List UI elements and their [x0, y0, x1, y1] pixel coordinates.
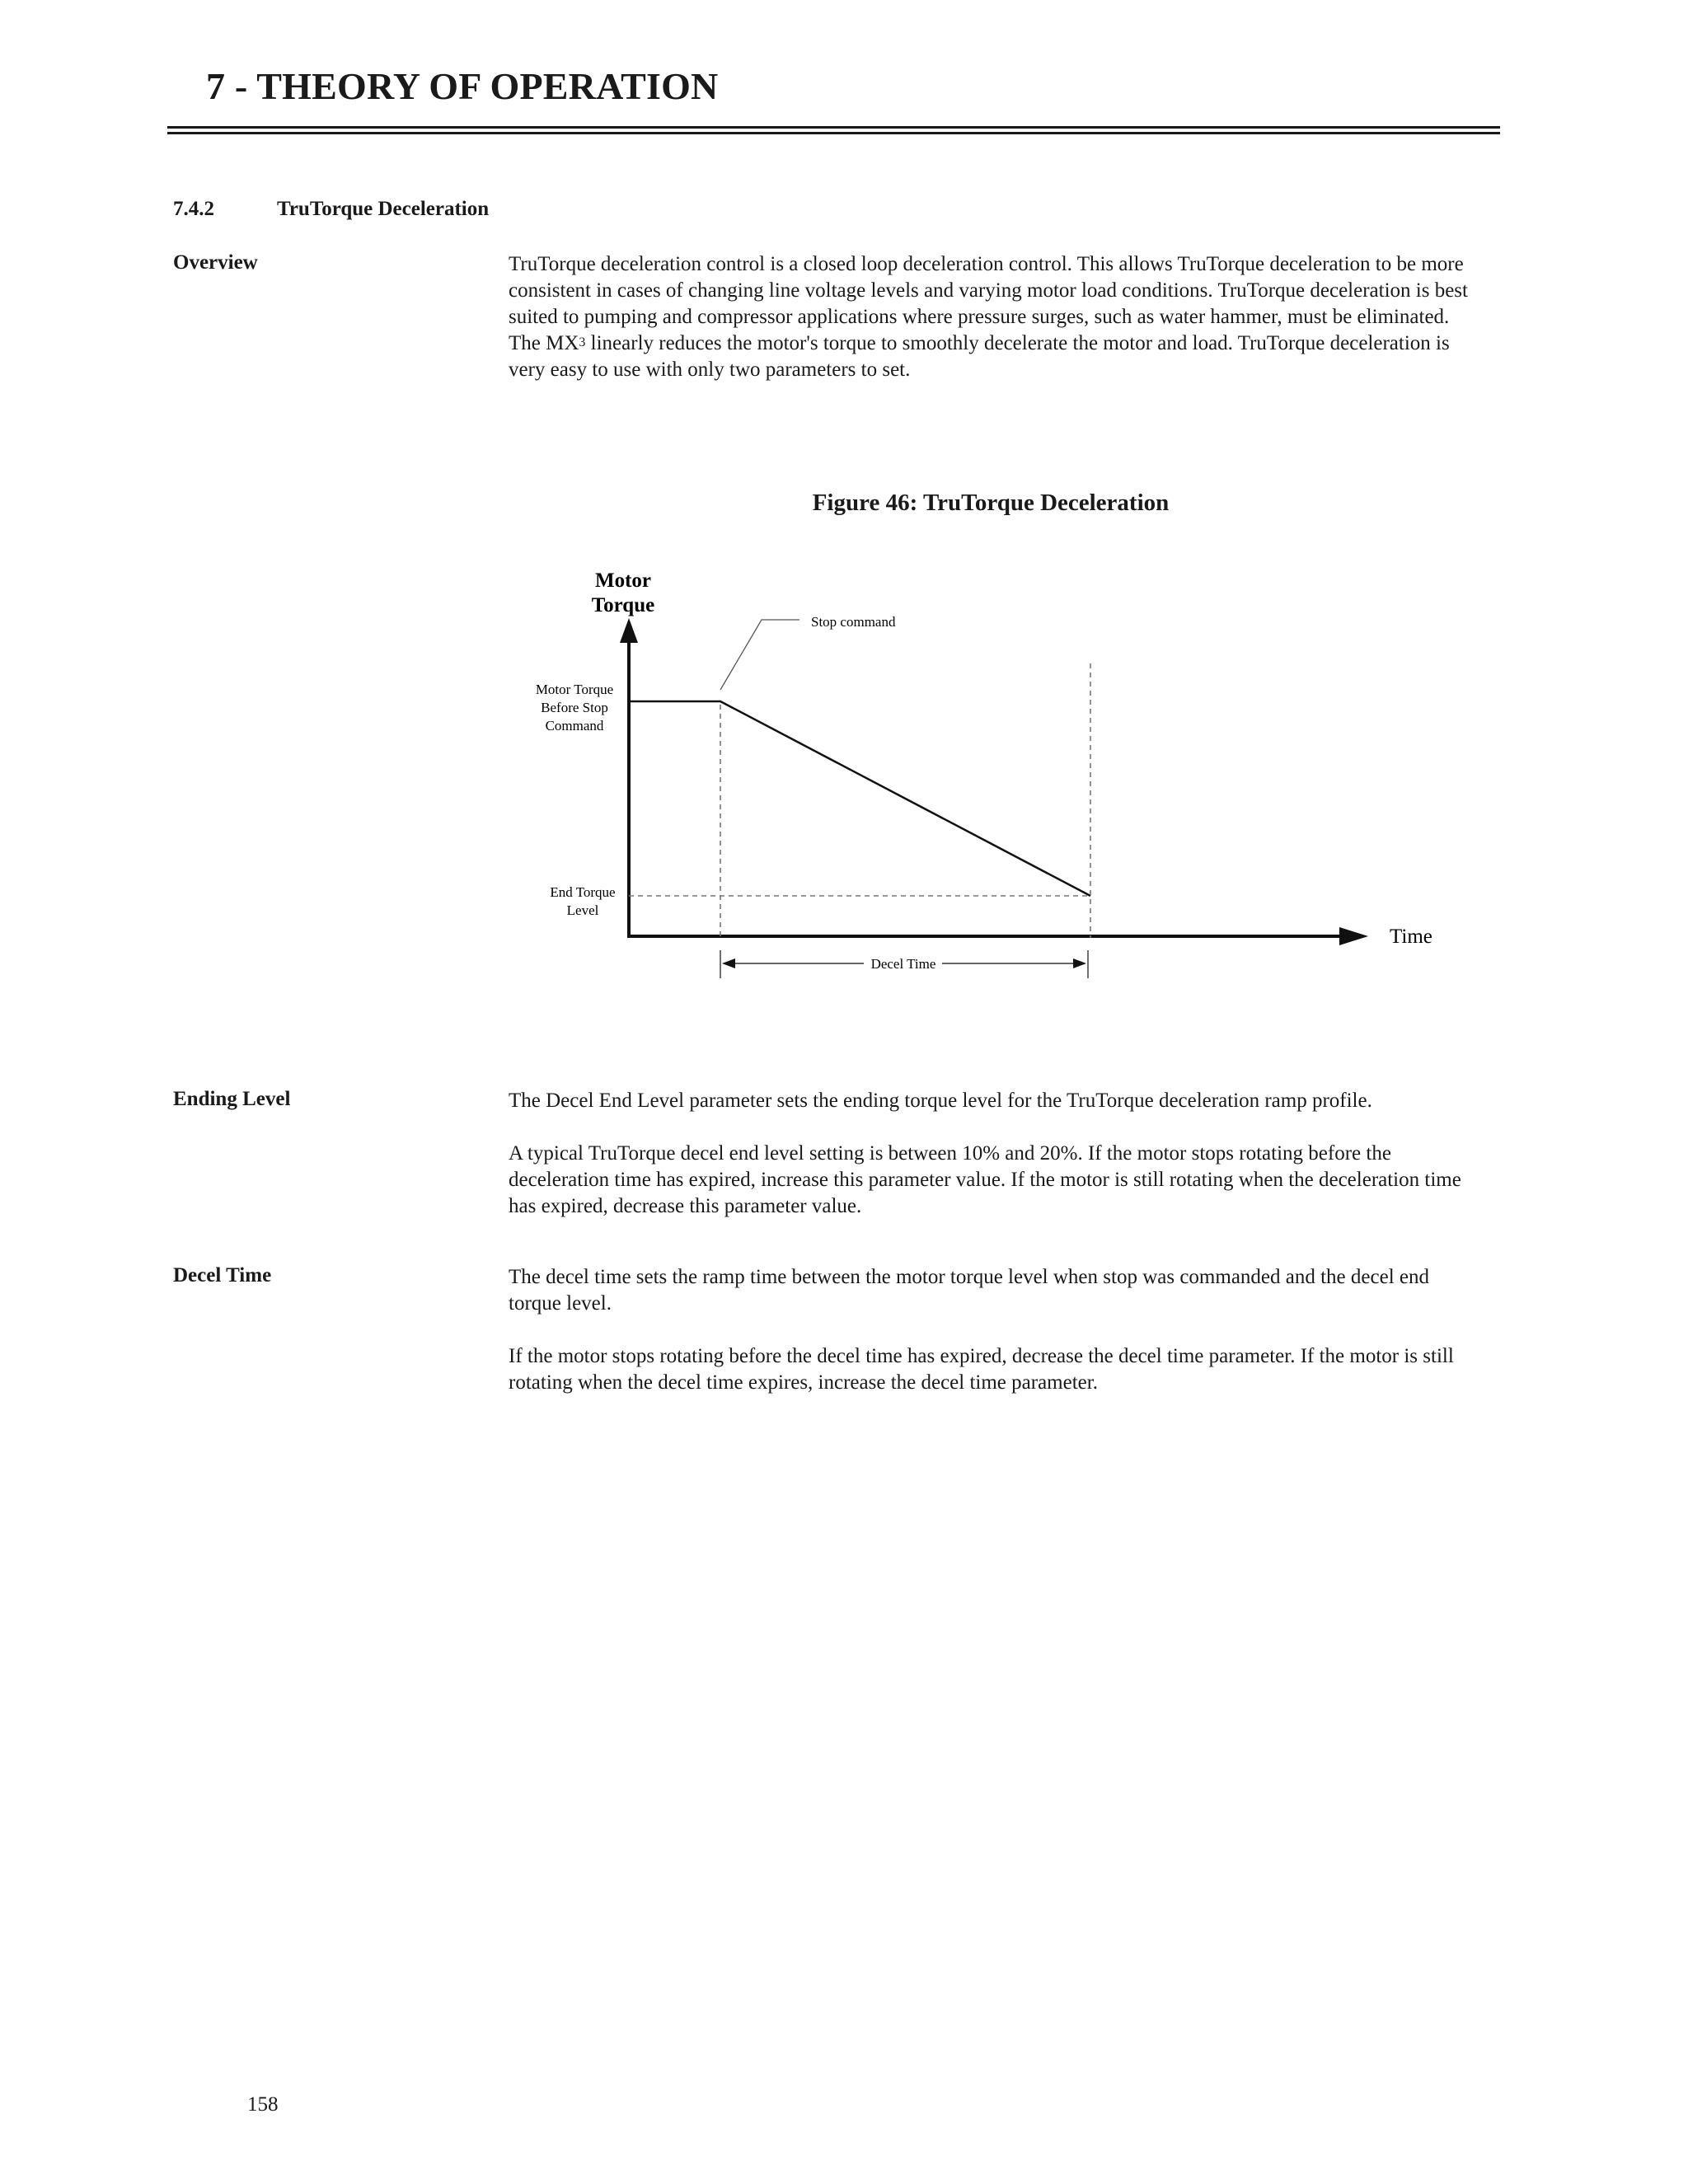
ending-level-para2: A typical TruTorque decel end level setting is between 10% and 20%. If the motor stops rotating before the deceleration time has expired, increase this parameter value. If the motor is still rotating when the deceleration time has expired, decrease this parameter value.	[509, 1142, 1461, 1217]
decel-time-text	[509, 1264, 1473, 1396]
ending-level-para1: The Decel End Level parameter sets the ending torque level for the TruTorque deceleration ramp profile.	[509, 1090, 1372, 1112]
x-axis-arrowhead	[1339, 927, 1368, 945]
torque-ramp-line	[629, 701, 1090, 896]
stop-command-label: Stop command	[811, 614, 896, 630]
end-level-label-line1: End Torque	[550, 884, 616, 900]
decel-time-section-label: Decel Time	[173, 1264, 272, 1286]
section-number: 7.4.2	[173, 198, 214, 220]
decel-time-para1: The decel time sets the ramp time between the motor torque level when stop was commanded and the decel end torque level.	[509, 1266, 1429, 1315]
ending-level-text	[509, 1088, 1473, 1220]
trutorque-decel-diagram	[495, 552, 1484, 997]
decel-time-label: Decel Time	[870, 956, 936, 972]
start-level-label-line2: Before Stop	[541, 700, 608, 715]
decel-time-para2: If the motor stops rotating before the decel time has expired, decrease the decel time parameter. If the motor is still rotating when the decel time expires, increase the decel time parameter.	[509, 1345, 1454, 1394]
figure-caption: Figure 46: TruTorque Deceleration	[812, 490, 1170, 516]
stop-command-leader	[720, 620, 799, 690]
start-level-label-line1: Motor Torque	[535, 682, 614, 697]
y-axis-label-line1: Motor	[594, 569, 652, 592]
section-title: TruTorque Deceleration	[277, 198, 490, 220]
overview-paragraph	[509, 251, 1473, 383]
ending-level-label: Ending Level	[173, 1088, 291, 1110]
page-number: 158	[247, 2093, 279, 2116]
header-rule-bottom	[167, 132, 1500, 134]
decel-span-arrow-left	[722, 958, 735, 968]
overview-label: Overview	[173, 251, 258, 274]
chapter-title: 7 - THEORY OF OPERATION	[206, 65, 719, 107]
overview-superscript: 3	[579, 335, 586, 349]
decel-span-arrow-right	[1073, 958, 1086, 968]
overview-text-part1: TruTorque deceleration control is a closed loop deceleration control. This allows TruTorque deceleration to be more consistent in cases of changing line voltage levels and varying motor load conditions. TruTorque deceleration is best suited to pumping and compressor applications where pressure surges, such as water hammer, must be eliminated. The MX	[509, 253, 1468, 354]
x-axis-label: Time	[1390, 926, 1432, 948]
y-axis-label-line2: Torque	[591, 594, 655, 616]
end-level-label-line2: Level	[566, 902, 599, 918]
y-axis-arrowhead	[620, 618, 638, 643]
header-rule-top	[167, 126, 1500, 129]
overview-text	[509, 251, 1473, 383]
overview-text-part2: linearly reduces the motor's torque to smoothly decelerate the motor and load. TruTorque deceleration is very easy to use with only two parameters to set.	[509, 332, 1450, 381]
start-level-label-line3: Command	[545, 718, 604, 733]
